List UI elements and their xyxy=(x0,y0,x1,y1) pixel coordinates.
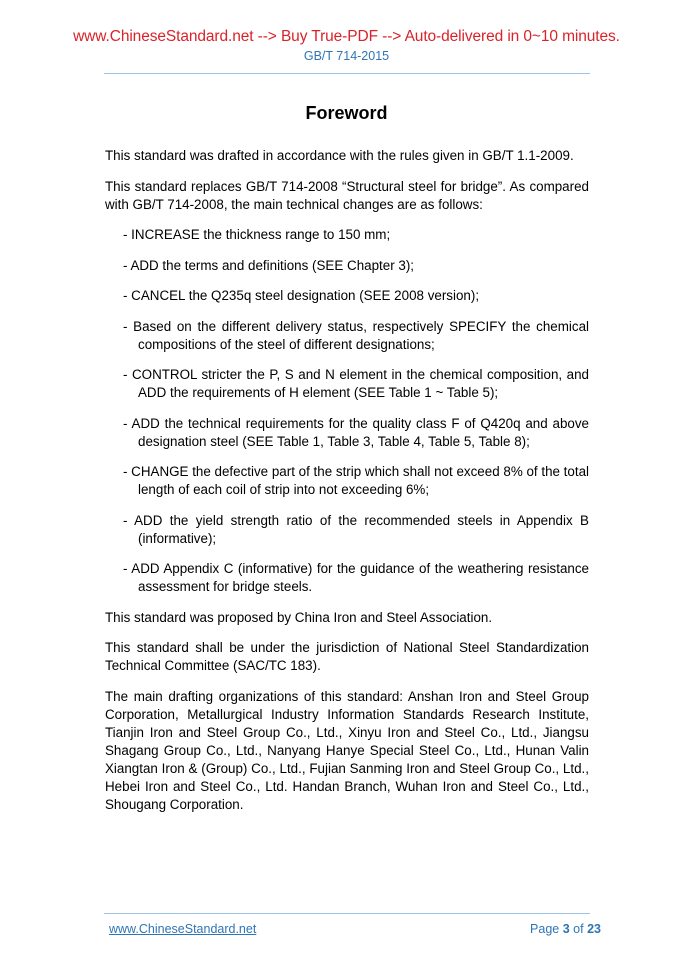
change-item: - CONTROL stricter the P, S and N element in the chemical composition, and ADD the requirements of H element (SEE Table 1 ~ Table 5); xyxy=(123,367,589,400)
document-id: GB/T 714-2015 xyxy=(303,49,390,63)
change-item: - CANCEL the Q235q steel designation (SEE 2008 version); xyxy=(123,288,480,303)
paragraph-jurisdiction: This standard shall be under the jurisdiction of National Steel Standardization Technical Committee (SAC/TC 183). xyxy=(105,640,589,673)
paragraph-proposed-by: This standard was proposed by China Iron and Steel Association. xyxy=(105,609,493,625)
page-prefix: Page xyxy=(530,922,560,936)
change-item: - ADD Appendix C (informative) for the guidance of the weathering resistance assessment for bridge steels. xyxy=(123,561,589,594)
page-title: Foreword xyxy=(305,103,388,123)
paragraph-replaces: This standard replaces GB/T 714-2008 “Structural steel for bridge”. As compared with GB/T 714-2008, the main technical changes are as follows: xyxy=(105,178,589,212)
change-item: - ADD the terms and definitions (SEE Chapter 3); xyxy=(123,257,415,273)
change-item: - ADD the technical requirements for the quality class F of Q420q and above designation steel (SEE Table 1, Table 3, Table 4, Table 5, Table 8); xyxy=(123,415,589,449)
promo-banner[interactable]: www.ChineseStandard.net --> Buy True-PDF --> Auto-delivered in 0~10 minutes. xyxy=(73,28,620,45)
change-item: - Based on the different delivery status, respectively SPECIFY the chemical compositions of the steel of different designations; xyxy=(123,318,589,352)
change-item: - ADD the yield strength ratio of the recommended steels in Appendix B (informative); xyxy=(123,512,589,546)
page-current: 3 xyxy=(562,922,570,936)
paragraph-drafting-rules: This standard was drafted in accordance with the rules given in GB/T 1.1-2009. xyxy=(105,148,574,163)
change-item: - INCREASE the thickness range to 150 mm; xyxy=(123,227,391,242)
foreword-body xyxy=(105,147,589,826)
header-divider xyxy=(104,73,590,74)
footer-website-link[interactable]: www.ChineseStandard.net xyxy=(109,922,257,936)
page-number xyxy=(530,922,601,936)
change-item: - CHANGE the defective part of the strip which shall not exceed 8% of the total length of each coil of strip into not exceeding 6%; xyxy=(123,464,589,497)
page-total: 23 xyxy=(587,922,601,936)
paragraph-drafting-organizations: The main drafting organizations of this standard: Anshan Iron and Steel Group Corporation, Metallurgical Industry Information Standards Research Institute, Tianjin Iron and Steel Group Co., Ltd., Xinyu Iron and Steel Co., Ltd., Jiangsu Shagang Group Co., Ltd., Nanyang Hanye Special Steel Co., Ltd., Hunan Valin Xiangtan Iron & (Group) Co., Ltd., Fujian Sanming Iron and Steel Group Co., Ltd., Hebei Iron and Steel Co., Ltd. Handan Branch, Wuhan Iron and Steel Co., Ltd., Shougang Corporation. xyxy=(105,688,589,812)
footer-divider xyxy=(104,913,590,914)
page-of: of xyxy=(573,922,584,936)
